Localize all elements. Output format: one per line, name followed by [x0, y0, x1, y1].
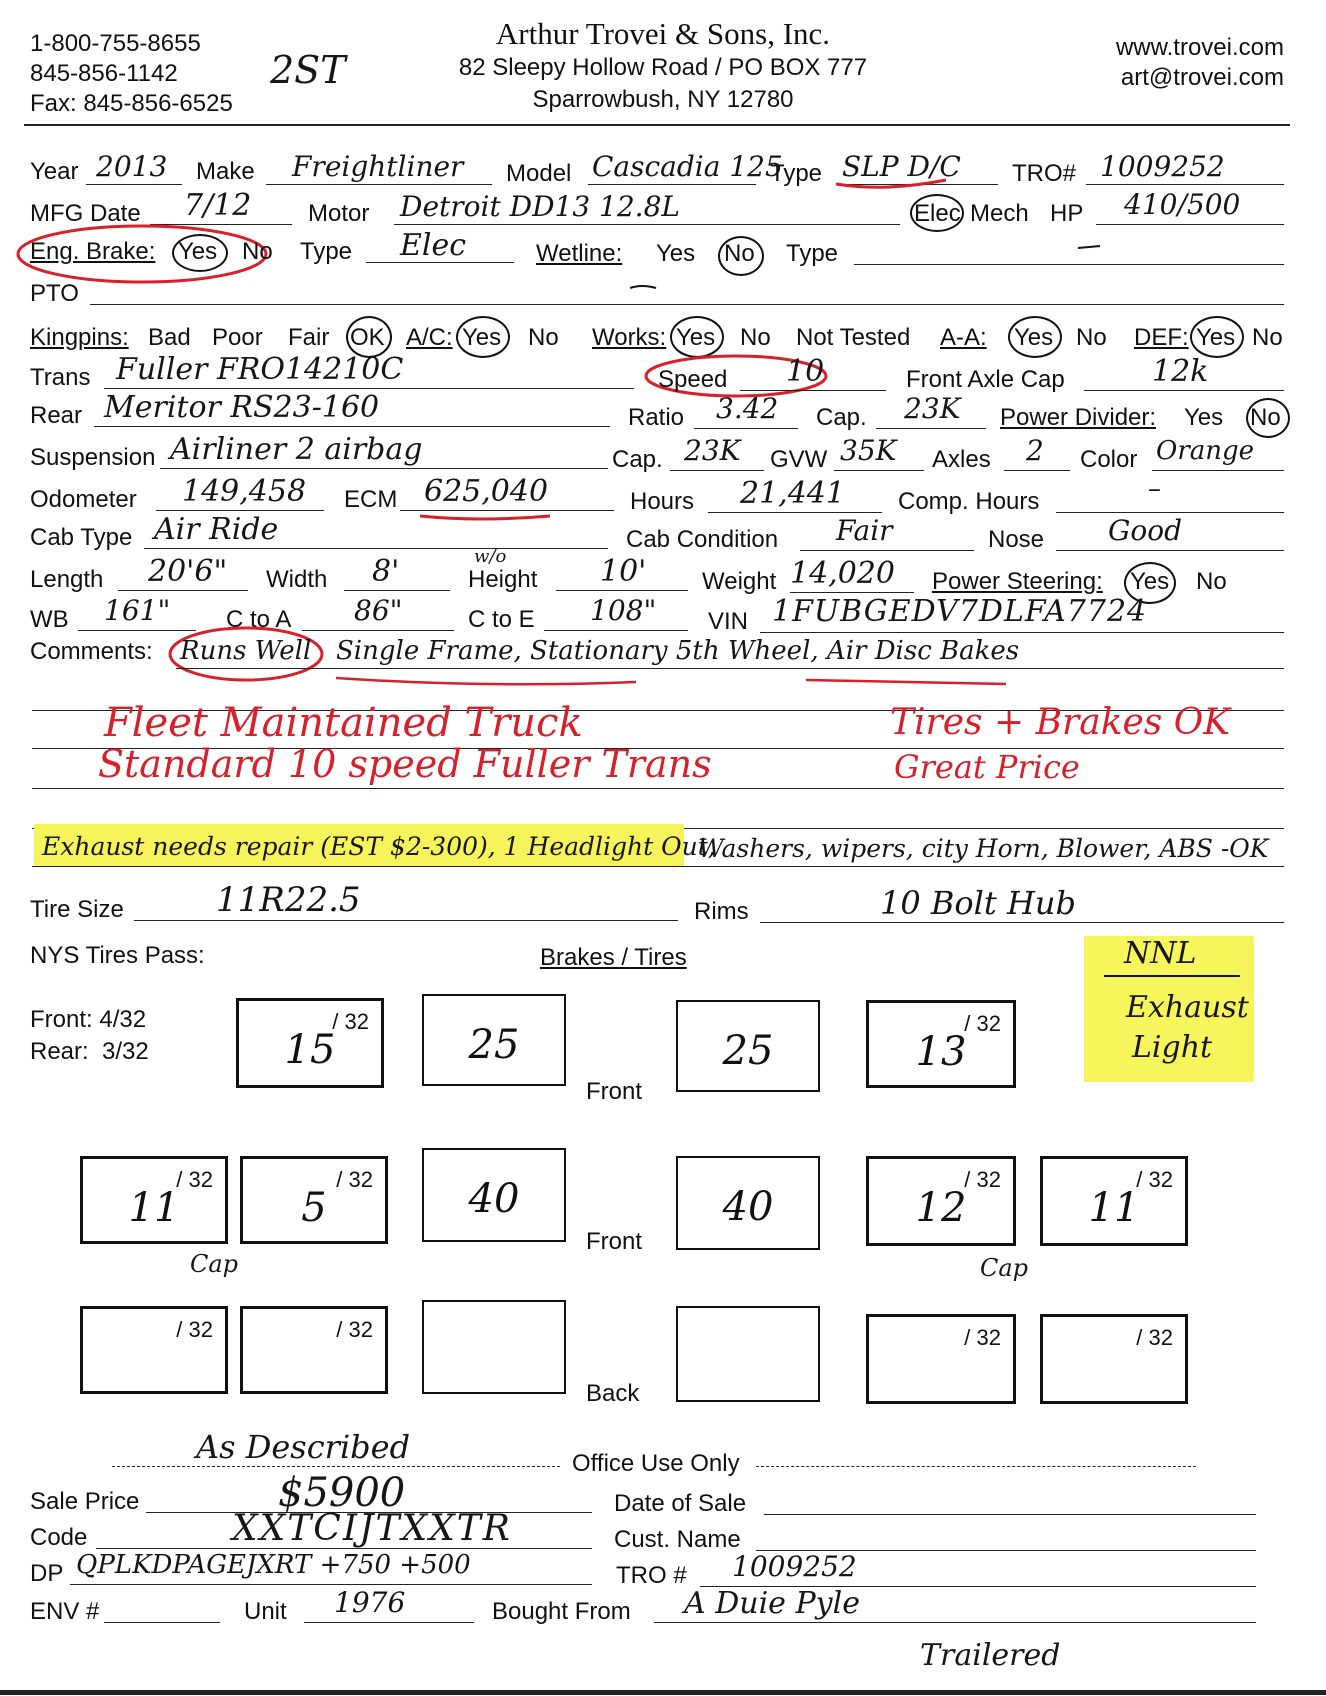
value-height: 10' [600, 554, 647, 589]
value-ratio: 3.42 [716, 392, 779, 425]
brake-box-drive-right [676, 1156, 820, 1250]
tire-reading: 13 [915, 1029, 967, 1075]
tire-reading: 5 [301, 1185, 327, 1231]
tire-box-front-left [236, 998, 384, 1088]
label-weight: Weight [702, 568, 777, 595]
brake-reading: 40 [468, 1176, 520, 1222]
value-wb: 161" [104, 594, 171, 627]
label-ac: A/C: [406, 324, 453, 351]
comment-rest: Single Frame, Stationary 5th Wheel, Air Disc Bakes [336, 636, 1020, 666]
ac-no: No [528, 324, 559, 351]
odometer-line [156, 510, 324, 511]
value-susp-cap: 23K [684, 434, 741, 467]
label-comments: Comments: [30, 638, 153, 665]
value-make: Freightliner [292, 150, 464, 183]
tire-box-rear-inner-right [866, 1314, 1016, 1404]
def-yes: Yes [1196, 324, 1236, 351]
label-power-steering: Power Steering: [932, 568, 1103, 595]
power-divider-no: No [1250, 404, 1281, 431]
power-steering-no: No [1196, 568, 1227, 595]
env-line [104, 1622, 220, 1623]
tire-reading: 11 [128, 1185, 180, 1231]
value-hours: 21,441 [740, 476, 845, 511]
label-nose: Nose [988, 526, 1045, 553]
note-exhaust-repair: Exhaust needs repair (EST $2-300), 1 Headlight Out, [42, 832, 716, 861]
label-susp-cap: Cap. [612, 446, 663, 473]
label-motor: Motor [308, 200, 370, 227]
speed-red-circle [648, 356, 658, 366]
label-power-divider: Power Divider: [1000, 404, 1157, 431]
label-rims: Rims [694, 898, 749, 925]
label-def: DEF: [1134, 324, 1189, 351]
label-elec: Elec [914, 200, 961, 227]
value-hp: 410/500 [1124, 188, 1241, 221]
value-code: XXTCIJTXXTR [232, 1508, 512, 1549]
value-nose: Good [1108, 514, 1183, 547]
value-odometer: 149,458 [182, 474, 307, 509]
trans-line [104, 388, 634, 389]
label-color: Color [1080, 446, 1138, 473]
cap-note-left: Cap [190, 1250, 239, 1278]
tire-fraction: / 32 [332, 1009, 369, 1034]
cap-note-right: Cap [980, 1254, 1029, 1282]
label-front-2: Front [586, 1228, 643, 1255]
tire-box-drive-outer-left [80, 1156, 228, 1244]
value-ecm: 625,040 [424, 474, 549, 509]
value-rims: 10 Bolt Hub [880, 884, 1076, 922]
tire-size-line [134, 920, 678, 921]
length-line [118, 590, 248, 591]
works-yes: Yes [676, 324, 716, 351]
tire-fraction: / 32 [176, 1317, 213, 1342]
brake-reading: 25 [468, 1022, 520, 1068]
brake-box-rear-left [422, 1300, 566, 1394]
label-date-of-sale: Date of Sale [614, 1490, 747, 1517]
handwritten-code: 2ST [270, 48, 346, 92]
aa-yes: Yes [1014, 324, 1054, 351]
brake-box-rear-right [676, 1306, 820, 1402]
label-wetline-type: Type [786, 240, 839, 267]
value-cab-condition: Fair [836, 514, 893, 547]
website: www.trovei.com [1115, 34, 1284, 61]
gvw-line [834, 470, 924, 471]
label-eng-brake: Eng. Brake: [30, 238, 156, 265]
label-env: ENV # [30, 1598, 100, 1625]
date-of-sale-line [764, 1514, 1256, 1515]
note-tires-brakes: Tires + Brakes OK [890, 702, 1231, 743]
as-described: As Described [196, 1428, 411, 1466]
label-make: Make [196, 158, 255, 185]
value-mfg-date: 7/12 [184, 188, 252, 223]
color-line [1152, 470, 1284, 471]
value-width: 8' [372, 554, 400, 589]
label-tire-size: Tire Size [30, 896, 124, 923]
label-suspension: Suspension [30, 444, 156, 471]
value-color: Orange [1156, 436, 1255, 466]
value-length: 20'6" [148, 554, 228, 589]
motor-line [394, 224, 900, 225]
tire-fraction: / 32 [964, 1167, 1001, 1192]
brake-reading: 25 [722, 1028, 774, 1074]
axles-line [1004, 470, 1070, 471]
hp-line [1096, 224, 1284, 225]
value-model: Cascadia 125 [592, 150, 783, 183]
sticky-line-2: Light [1132, 1030, 1213, 1065]
bought-from-line [654, 1622, 1256, 1623]
note-fleet-maintained: Fleet Maintained Truck [104, 700, 583, 746]
label-wetline: Wetline: [536, 240, 623, 267]
ratio-line [694, 428, 798, 429]
vin-line [760, 632, 1284, 633]
note-checks-ok: Washers, wipers, city Horn, Blower, ABS -OK [698, 834, 1269, 863]
note-great-price: Great Price [894, 748, 1080, 786]
tire-box-drive-inner-left [240, 1156, 388, 1244]
comments-line-1 [176, 668, 1284, 669]
tire-fraction: / 32 [176, 1167, 213, 1192]
label-vin: VIN [708, 608, 749, 635]
office-dashes-right [756, 1466, 1196, 1467]
value-motor: Detroit DD13 12.8L [400, 190, 680, 223]
label-height: Height [468, 566, 538, 593]
label-rear-requirement: Rear: 3/32 [30, 1038, 149, 1065]
label-hours: Hours [630, 488, 695, 515]
susp-cap-line [670, 470, 764, 471]
brake-box-front-left [422, 994, 566, 1086]
label-trans: Trans [30, 364, 91, 391]
tire-fraction: / 32 [1136, 1325, 1173, 1350]
label-hp: HP [1050, 200, 1084, 227]
label-cust-name: Cust. Name [614, 1526, 741, 1553]
company-address-1: 82 Sleepy Hollow Road / PO BOX 777 [458, 54, 868, 81]
tire-fraction: / 32 [964, 1011, 1001, 1036]
label-mfg-date: MFG Date [30, 200, 141, 227]
label-front-requirement: Front: 4/32 [30, 1006, 147, 1033]
value-unit: 1976 [334, 1586, 406, 1619]
value-speed: 10 [786, 354, 825, 389]
label-aa: A-A: [940, 324, 987, 351]
value-sale-price: $5900 [278, 1470, 406, 1516]
wb-line [78, 630, 196, 631]
value-tro-hash: 1009252 [732, 1550, 857, 1583]
label-c-to-a: C to A [226, 606, 292, 633]
label-odometer: Odometer [30, 486, 137, 513]
value-rear-cap: 23K [904, 392, 961, 425]
type-red-underline [836, 176, 846, 186]
aa-no: No [1076, 324, 1107, 351]
phone-2: 845-856-1142 [30, 60, 178, 87]
label-rear: Rear [30, 402, 83, 429]
ac-yes: Yes [462, 324, 502, 351]
label-gvw: GVW [770, 446, 828, 473]
sticky-title: NNL [1124, 936, 1197, 971]
label-type: Type [770, 160, 823, 187]
tire-reading: 15 [284, 1027, 336, 1073]
tire-fraction: / 32 [964, 1325, 1001, 1350]
company-name: Arthur Trovei & Sons, Inc. [495, 16, 831, 51]
label-length: Length [30, 566, 104, 593]
cab-condition-line [800, 550, 974, 551]
header-divider [24, 124, 1290, 126]
label-sale-price: Sale Price [30, 1488, 140, 1515]
office-dashes-left [112, 1466, 560, 1467]
label-ratio: Ratio [628, 404, 685, 431]
value-dp: QPLKDPAGEJXRT +750 +500 [76, 1550, 471, 1580]
eng-brake-no: No [242, 238, 273, 265]
label-brakes-tires: Brakes / Tires [540, 944, 687, 971]
value-front-axle-cap: 12k [1152, 354, 1209, 389]
works-no: No [740, 324, 771, 351]
fax: Fax: 845-856-6525 [30, 90, 233, 117]
tire-fraction: / 32 [1136, 1167, 1173, 1192]
brake-box-front-right [676, 1000, 820, 1092]
height-line [556, 590, 688, 591]
label-nys-tires-pass: NYS Tires Pass: [30, 942, 205, 969]
tire-box-drive-inner-right [866, 1156, 1016, 1246]
kingpins-fair: Fair [288, 324, 330, 351]
width-line [344, 590, 450, 591]
value-weight: 14,020 [790, 556, 895, 591]
value-gvw: 35K [840, 434, 897, 467]
label-width: Width [266, 566, 328, 593]
label-model: Model [506, 160, 572, 187]
value-axles: 2 [1026, 434, 1044, 467]
make-line [266, 184, 492, 185]
bottom-edge [0, 1690, 1326, 1695]
tire-box-rear-inner-left [240, 1306, 388, 1394]
rear-cap-line [876, 428, 986, 429]
value-c-to-a: 86" [354, 594, 403, 627]
tro-line [1086, 184, 1284, 185]
label-office-use-only: Office Use Only [572, 1450, 740, 1477]
label-front-axle-cap: Front Axle Cap [906, 366, 1065, 393]
label-pto: PTO [30, 280, 79, 307]
ecm-line [400, 510, 614, 511]
label-cab-type: Cab Type [30, 524, 133, 551]
works-not-tested: Not Tested [796, 324, 911, 351]
label-tro-hash: TRO # [616, 1562, 687, 1589]
eng-brake-yes: Yes [178, 238, 218, 265]
rims-line [760, 922, 1284, 923]
label-cab-condition: Cab Condition [626, 526, 779, 553]
tire-reading: 12 [915, 1185, 967, 1231]
value-suspension: Airliner 2 airbag [170, 432, 423, 467]
company-address-2: Sparrowbush, NY 12780 [532, 86, 794, 113]
value-eng-brake-type: Elec [400, 228, 467, 263]
email: art@trovei.com [1120, 64, 1284, 91]
nose-line [1056, 550, 1284, 551]
label-unit: Unit [244, 1598, 287, 1625]
cab-type-line [144, 548, 608, 549]
year-line [86, 184, 182, 185]
rear-line [94, 426, 610, 427]
eng-brake-red-circle [14, 228, 24, 238]
wetline-no: No [724, 240, 755, 267]
front-axle-cap-line [1084, 390, 1284, 391]
sticky-underline [1104, 974, 1114, 984]
mfg-date-line [150, 224, 292, 225]
wetline-yes: Yes [656, 240, 696, 267]
value-bought-from: A Duie Pyle [684, 1586, 860, 1621]
kingpins-poor: Poor [212, 324, 263, 351]
c-to-a-line [302, 630, 454, 631]
value-cab-type: Air Ride [154, 512, 279, 547]
weight-line [790, 592, 914, 593]
comments-line-6 [32, 866, 1284, 867]
brake-reading: 40 [722, 1184, 774, 1230]
value-tro: 1009252 [1100, 150, 1225, 183]
label-tro: TRO# [1012, 160, 1077, 187]
label-bought-from: Bought From [492, 1598, 631, 1625]
value-comp-hours: – [1148, 474, 1161, 504]
value-height-note: w/o [474, 546, 507, 567]
tire-box-front-right [866, 1000, 1016, 1088]
value-trans: Fuller FRO14210C [116, 352, 404, 387]
label-back: Back [586, 1380, 640, 1407]
value-year: 2013 [96, 150, 168, 183]
kingpins-ok: OK [350, 324, 385, 351]
label-wb: WB [30, 606, 69, 633]
tire-fraction: / 32 [336, 1317, 373, 1342]
label-kingpins: Kingpins: [30, 324, 129, 351]
label-dp: DP [30, 1560, 64, 1587]
label-mech: Mech [970, 200, 1029, 227]
dp-line [70, 1584, 592, 1585]
label-rear-cap: Cap. [816, 404, 867, 431]
suspension-line [160, 468, 608, 469]
phone-1: 1-800-755-8655 [30, 30, 201, 57]
c-to-e-line [544, 630, 688, 631]
pto-dash [630, 284, 640, 294]
wetline-dash [1078, 244, 1088, 254]
label-year: Year [30, 158, 79, 185]
sticky-line-1: Exhaust [1126, 990, 1249, 1025]
tire-box-rear-outer-left [80, 1306, 228, 1394]
kingpins-bad: Bad [148, 324, 191, 351]
value-rear: Meritor RS23-160 [104, 390, 380, 425]
power-steering-yes: Yes [1130, 568, 1170, 595]
label-eng-brake-type: Type [300, 238, 353, 265]
label-speed: Speed [658, 366, 728, 393]
ecm-red-underline [420, 512, 430, 522]
label-front-1: Front [586, 1078, 643, 1105]
comments-red-underline [336, 676, 346, 686]
comments-line-4 [32, 788, 1284, 789]
speed-line [740, 390, 886, 391]
tire-box-drive-outer-right [1040, 1156, 1188, 1246]
value-type: SLP D/C [842, 150, 961, 183]
pto-line [90, 304, 1284, 305]
wetline-type-line [854, 264, 1284, 265]
value-c-to-e: 108" [590, 594, 657, 627]
value-vin: 1FUBGEDV7DLFA7724 [772, 594, 1148, 629]
note-trailered: Trailered [920, 1638, 1061, 1673]
power-divider-yes: Yes [1184, 404, 1224, 431]
model-line [588, 184, 756, 185]
comp-hours-line [1056, 512, 1284, 513]
label-code: Code [30, 1524, 88, 1551]
comment-runs-well: Runs Well [180, 636, 312, 666]
note-standard-trans: Standard 10 speed Fuller Trans [98, 742, 712, 786]
tire-box-rear-outer-right [1040, 1314, 1188, 1404]
label-works: Works: [592, 324, 667, 351]
def-no: No [1252, 324, 1283, 351]
value-tire-size: 11R22.5 [216, 880, 361, 920]
hours-line [708, 512, 882, 513]
label-ecm: ECM [344, 486, 398, 513]
brake-box-drive-left [422, 1148, 566, 1242]
label-comp-hours: Comp. Hours [898, 488, 1040, 515]
label-c-to-e: C to E [468, 606, 535, 633]
unit-line [304, 1622, 474, 1623]
tire-reading: 11 [1088, 1185, 1140, 1231]
tire-fraction: / 32 [336, 1167, 373, 1192]
label-axles: Axles [932, 446, 991, 473]
